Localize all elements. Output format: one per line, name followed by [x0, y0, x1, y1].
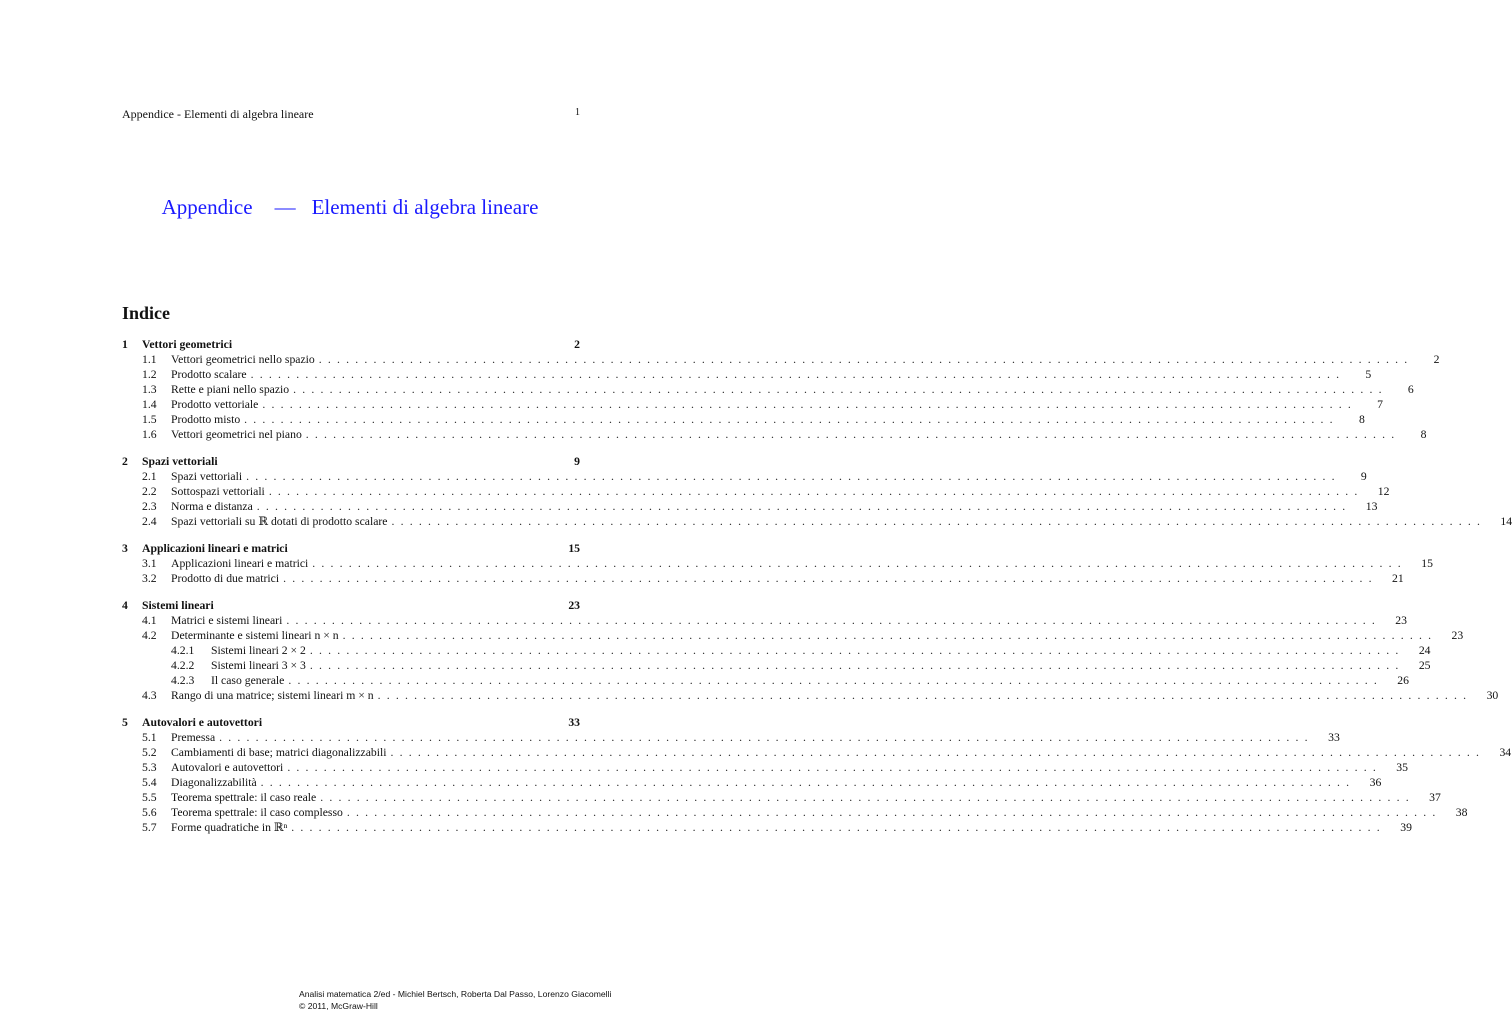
toc-entry-page: 23	[568, 599, 580, 612]
dot-leader: ........................................................................................................................	[320, 791, 1415, 804]
toc-section-entry[interactable]	[122, 454, 580, 469]
toc-entry[interactable]	[122, 484, 1390, 499]
toc-entry-number: 4	[122, 599, 128, 612]
toc-entry-number: 1.2	[142, 368, 157, 381]
dot-leader: ........................................................................................................................	[219, 731, 1314, 744]
toc-entry[interactable]	[122, 643, 1431, 658]
toc-entry-page: 23	[1395, 614, 1407, 627]
dot-leader: ........................................................................................................................	[246, 470, 1341, 483]
toc-entry-page: 25	[1418, 659, 1431, 672]
dot-leader: ........................................................................................................................	[390, 746, 1486, 759]
toc-entry-title: Matrici e sistemi lineari	[171, 614, 283, 627]
footer-line-2: © 2011, McGraw-Hill	[299, 1001, 378, 1011]
toc-entry-page: 21	[1392, 572, 1404, 585]
toc-entry-page: 7	[1377, 398, 1383, 411]
toc-entry-number: 5.7	[142, 821, 157, 834]
toc-entry-number: 1.4	[142, 398, 157, 411]
toc-entry[interactable]	[122, 571, 1404, 586]
toc-entry-page: 14	[1500, 515, 1512, 528]
toc-entry-page: 34	[1499, 746, 1512, 759]
toc-entry[interactable]	[122, 613, 1407, 628]
toc-entry-number: 5.5	[142, 791, 157, 804]
toc-entry[interactable]	[122, 499, 1378, 514]
toc-entry-title: Applicazioni lineari e matrici	[142, 542, 288, 555]
toc-entry-title: Determinante e sistemi lineari n × n	[171, 629, 339, 642]
dot-leader: ........................................................................................................................	[346, 806, 1442, 819]
toc-entry-number: 3.1	[142, 557, 157, 570]
toc-entry[interactable]	[122, 382, 1414, 397]
toc-entry-number: 5.4	[142, 776, 157, 789]
toc-entry-title: Spazi vettoriali	[142, 455, 218, 468]
toc-entry-title: Rette e piani nello spazio	[171, 383, 290, 396]
toc-entry-page: 13	[1365, 500, 1378, 513]
toc-entry[interactable]	[122, 628, 1464, 643]
toc-entry-title: Applicazioni lineari e matrici	[171, 557, 309, 570]
toc-entry-title: Spazi vettoriali su ℝ dotati di prodotto scalare	[171, 515, 388, 528]
toc-entry-page: 23	[1451, 629, 1464, 642]
toc-section	[122, 541, 1433, 586]
toc-entry-number: 4.2	[142, 629, 157, 642]
toc-entry-page: 38	[1455, 806, 1468, 819]
dot-leader: ........................................................................................................................	[256, 500, 1352, 513]
toc-entry-page: 8	[1420, 428, 1427, 441]
toc-entry-number: 5.3	[142, 761, 157, 774]
toc-entry-number: 4.2.1	[171, 644, 195, 657]
toc-entry-page: 9	[574, 455, 580, 468]
dot-leader: ........................................................................................................................	[342, 629, 1438, 642]
toc-section-entry[interactable]	[122, 715, 580, 730]
dot-leader: ........................................................................................................................	[244, 413, 1339, 426]
dot-leader: ........................................................................................................................	[288, 674, 1383, 687]
toc-entry-number: 2.4	[142, 515, 157, 528]
toc-section-entry[interactable]	[122, 337, 580, 352]
dot-leader: ........................................................................................................................	[305, 428, 1401, 441]
title-left: Appendice	[161, 195, 253, 219]
toc-section	[122, 598, 1499, 703]
toc-entry-page: 33	[568, 716, 580, 729]
toc-entry-title: Vettori geometrici	[142, 338, 233, 351]
toc-entry-page: 8	[1358, 413, 1365, 426]
toc-entry-number: 2	[122, 455, 128, 468]
dot-leader: ........................................................................................................................	[262, 398, 1357, 411]
toc-entry-page: 39	[1400, 821, 1412, 834]
toc-entry[interactable]	[122, 556, 1433, 571]
toc-entry-page: 35	[1396, 761, 1408, 774]
dot-leader: ........................................................................................................................	[391, 515, 1487, 528]
toc-entry[interactable]	[122, 658, 1431, 673]
title-right: Elementi di algebra lineare	[311, 195, 539, 219]
toc-entry-title: Autovalori e autovettori	[142, 716, 263, 729]
dot-leader: ........................................................................................................................	[377, 689, 1473, 702]
toc-entry-number: 4.1	[142, 614, 157, 627]
toc-entry[interactable]	[122, 820, 1412, 835]
toc-entry-page: 36	[1369, 776, 1382, 789]
toc-section	[122, 715, 1512, 835]
document-title	[0, 195, 700, 220]
toc-entry-page: 15	[568, 542, 580, 555]
toc-entry-title: Prodotto vettoriale	[171, 398, 259, 411]
toc-entry-title: Teorema spettrale: il caso reale	[171, 791, 317, 804]
toc-entry-page: 12	[1377, 485, 1390, 498]
toc-entry[interactable]	[122, 469, 1367, 484]
dot-leader: ........................................................................................................................	[312, 557, 1407, 570]
toc-entry-title: Norma e distanza	[171, 500, 253, 513]
dot-leader: ........................................................................................................................	[293, 383, 1388, 396]
toc-entry-title: Diagonalizzabilità	[171, 776, 257, 789]
toc-entry-title: Vettori geometrici nello spazio	[171, 353, 315, 366]
toc-entry[interactable]	[122, 805, 1468, 820]
footer	[299, 988, 611, 1012]
toc-entry-number: 1	[122, 338, 128, 351]
toc-entry-page: 24	[1418, 644, 1431, 657]
toc-entry-title: Sistemi lineari	[142, 599, 214, 612]
toc-entry-title: Teorema spettrale: il caso complesso	[171, 806, 343, 819]
toc-entry[interactable]	[122, 367, 1372, 382]
title-dash: —	[274, 195, 296, 219]
toc-entry[interactable]	[122, 673, 1409, 688]
toc-entry-page: 33	[1328, 731, 1340, 744]
toc-entry[interactable]	[122, 427, 1427, 442]
toc-entry-title: Prodotto di due matrici	[171, 572, 280, 585]
toc-entry-title: Prodotto misto	[171, 413, 241, 426]
toc-entry[interactable]	[122, 775, 1382, 790]
running-title: Appendice - Elementi di algebra lineare	[122, 107, 314, 121]
toc-entry-number: 1.5	[142, 413, 157, 426]
dot-leader: ........................................................................................................................	[309, 644, 1405, 657]
toc-entry-number: 5.1	[142, 731, 157, 744]
toc-entry[interactable]	[122, 760, 1408, 775]
toc-entry-title: Spazi vettoriali	[171, 470, 243, 483]
dot-leader: ........................................................................................................................	[283, 572, 1378, 585]
toc-entry[interactable]	[122, 514, 1512, 529]
toc-entry-title: Sottospazi vettoriali	[171, 485, 265, 498]
table-of-contents	[122, 337, 1512, 847]
index-heading: Indice	[122, 303, 171, 323]
dot-leader: ........................................................................................................................	[260, 776, 1356, 789]
dot-leader: ........................................................................................................................	[287, 761, 1382, 774]
toc-entry-title: Autovalori e autovettori	[171, 761, 284, 774]
toc-entry[interactable]	[122, 790, 1441, 805]
toc-entry-title: Prodotto scalare	[171, 368, 247, 381]
toc-entry-number: 5.6	[142, 806, 157, 819]
toc-section-entry[interactable]	[122, 598, 580, 613]
toc-entry-page: 2	[1433, 353, 1440, 366]
toc-entry-number: 5.2	[142, 746, 157, 759]
dot-leader: ........................................................................................................................	[309, 659, 1405, 672]
toc-entry-number: 4.2.2	[171, 659, 195, 672]
toc-entry-number: 1.3	[142, 383, 157, 396]
toc-entry-number: 3.2	[142, 572, 157, 585]
toc-entry-number: 2.3	[142, 500, 157, 513]
toc-entry-page: 26	[1397, 674, 1409, 687]
toc-entry-number: 4.3	[142, 689, 157, 702]
toc-entry-title: Sistemi lineari 3 × 3	[211, 659, 306, 672]
dot-leader: ........................................................................................................................	[250, 368, 1346, 381]
toc-entry-number: 2.2	[142, 485, 157, 498]
running-header	[122, 107, 580, 122]
toc-entry[interactable]	[122, 745, 1512, 760]
toc-entry-page: 9	[1360, 470, 1367, 483]
footer-line-1: Analisi matematica 2/ed - Michiel Bertsch, Roberta Dal Passo, Lorenzo Giacomelli	[299, 989, 612, 999]
toc-entry-number: 2.1	[142, 470, 157, 483]
toc-entry[interactable]	[122, 352, 1440, 367]
toc-section	[122, 337, 1440, 442]
dot-leader: ........................................................................................................................	[318, 353, 1414, 366]
toc-entry-title: Vettori geometrici nel piano	[171, 428, 302, 441]
dot-leader: ........................................................................................................................	[268, 485, 1364, 498]
toc-entry-title: Sistemi lineari 2 × 2	[211, 644, 306, 657]
dot-leader: ........................................................................................................................	[291, 821, 1386, 834]
toc-entry-number: 1.1	[142, 353, 157, 366]
toc-section-entry[interactable]	[122, 541, 580, 556]
toc-entry-number: 1.6	[142, 428, 157, 441]
toc-entry-page: 6	[1407, 383, 1414, 396]
dot-leader: ........................................................................................................................	[286, 614, 1381, 627]
toc-entry-title: Il caso generale	[211, 674, 285, 687]
toc-entry-title: Cambiamenti di base; matrici diagonalizzabili	[171, 746, 387, 759]
toc-section	[122, 454, 1512, 529]
toc-entry[interactable]	[122, 397, 1383, 412]
toc-entry-number: 4.2.3	[171, 674, 195, 687]
toc-entry-page: 15	[1421, 557, 1433, 570]
page-number: 1	[575, 107, 580, 118]
toc-entry-title: Forme quadratiche in ℝⁿ	[171, 821, 288, 834]
toc-entry-title: Premessa	[171, 731, 216, 744]
toc-entry-title: Rango di una matrice; sistemi lineari m × n	[171, 689, 374, 702]
toc-entry-page: 37	[1429, 791, 1441, 804]
toc-entry[interactable]	[122, 688, 1499, 703]
toc-entry[interactable]	[122, 412, 1365, 427]
toc-entry-page: 5	[1365, 368, 1372, 381]
toc-entry[interactable]	[122, 730, 1340, 745]
toc-entry-number: 5	[122, 716, 128, 729]
toc-entry-page: 2	[574, 338, 580, 351]
toc-entry-number: 3	[122, 542, 128, 555]
toc-entry-page: 30	[1486, 689, 1499, 702]
